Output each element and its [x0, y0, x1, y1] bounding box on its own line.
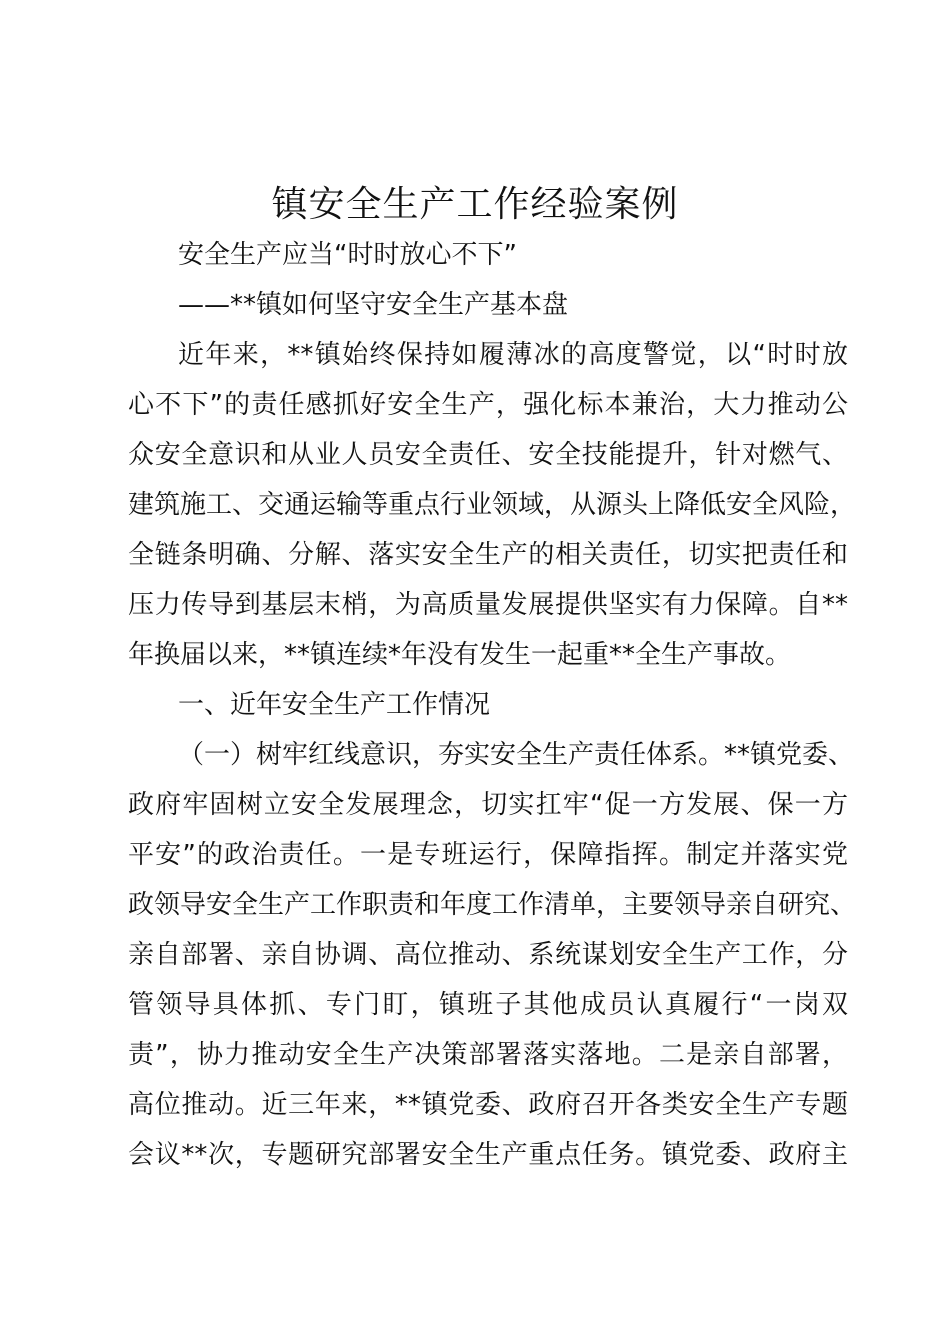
paragraph-1-line-2: 心不下”的责任感抓好安全生产，强化标本兼治，大力推动公 [128, 390, 848, 420]
paragraph-2-line-4: 政领导安全生产工作职责和年度工作清单，主要领导亲自研究、 [128, 890, 857, 920]
paragraph-2-line-8: 高位推动。近三年来，**镇党委、政府召开各类安全生产专题 [128, 1090, 848, 1120]
paragraph-1-line-6: 压力传导到基层末梢，为高质量发展提供坚实有力保障。自** [128, 590, 848, 620]
paragraph-2-line-5: 亲自部署、亲自协调、高位推动、系统谋划安全生产工作，分 [128, 940, 848, 970]
paragraph-2-line-2: 政府牢固树立安全发展理念，切实扛牢“促一方发展、保一方 [128, 790, 848, 820]
paragraph-2-line-9: 会议**次，专题研究部署安全生产重点任务。镇党委、政府主 [128, 1140, 848, 1170]
document-byline: ——**镇如何坚守安全生产基本盘 [178, 290, 569, 320]
paragraph-2-line-6: 管领导具体抓、专门盯，镇班子其他成员认真履行“一岗双 [128, 990, 848, 1020]
paragraph-1-line-7: 年换届以来，**镇连续*年没有发生一起重**全生产事故。 [128, 640, 792, 670]
paragraph-2-line-7: 责”，协力推动安全生产决策部署落实落地。二是亲自部署， [128, 1040, 848, 1070]
paragraph-1-line-5: 全链条明确、分解、落实安全生产的相关责任，切实把责任和 [128, 540, 848, 570]
document-subtitle: 安全生产应当“时时放心不下” [178, 240, 517, 270]
paragraph-2-line-1: （一）树牢红线意识，夯实安全生产责任体系。**镇党委、 [178, 740, 855, 770]
paragraph-2-line-3: 平安”的政治责任。一是专班运行，保障指挥。制定并落实党 [128, 840, 848, 870]
paragraph-1-line-1: 近年来，**镇始终保持如履薄冰的高度警觉，以“时时放 [178, 340, 848, 370]
document-title: 镇安全生产工作经验案例 [271, 184, 679, 225]
section-1-heading: 一、近年安全生产工作情况 [178, 690, 491, 720]
paragraph-1-line-3: 众安全意识和从业人员安全责任、安全技能提升，针对燃气、 [128, 440, 848, 470]
paragraph-1-line-4: 建筑施工、交通运输等重点行业领域，从源头上降低安全风险， [128, 490, 857, 520]
